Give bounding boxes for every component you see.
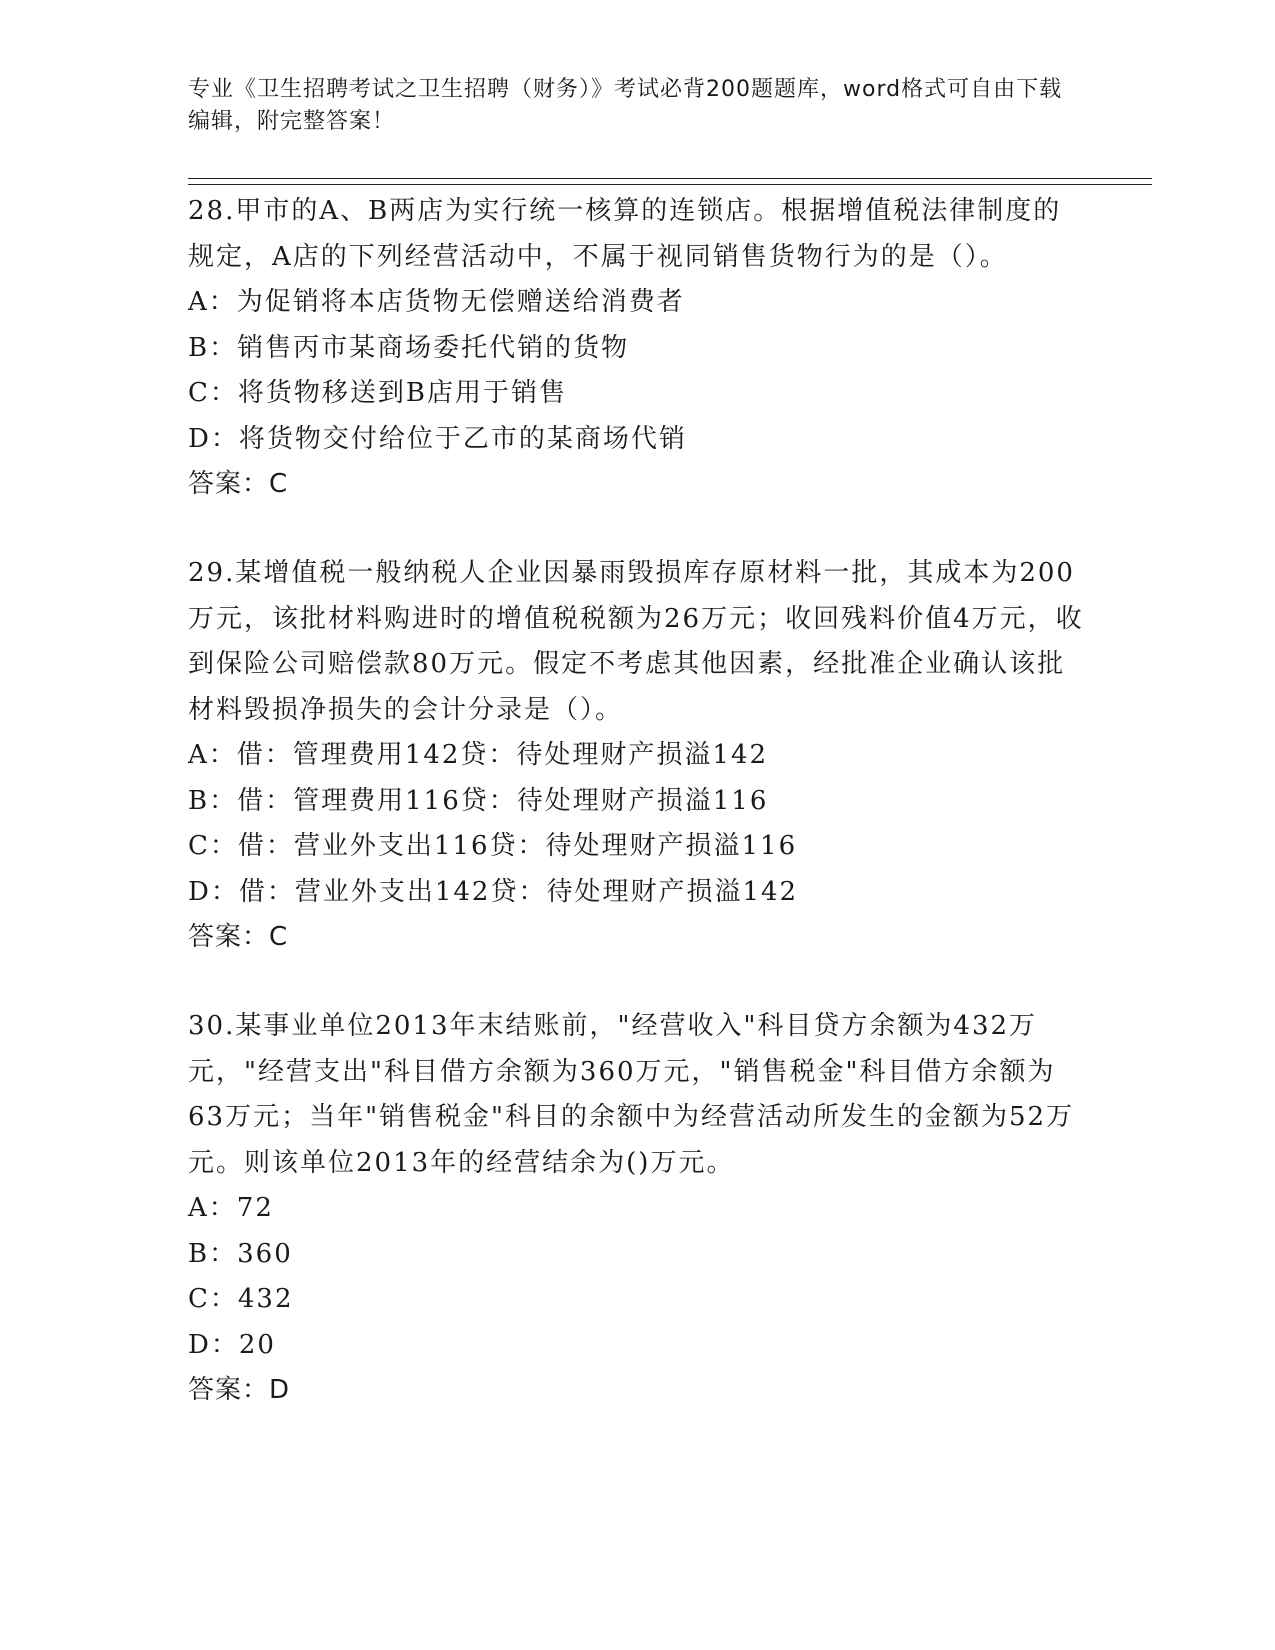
header-divider-bottom: [188, 184, 1152, 185]
question-stem: 30.某事业单位2013年末结账前，"经营收入"科目贷方余额为432万元，"经营支出"科目借方余额为360万元，"销售税金"科目借方余额为63万元；当年"销售税金"科目的余额中为经营活动所发生的金额为52万元。则该单位2013年的经营结余为()万元。: [188, 1011, 1075, 1178]
option-a: A：72: [188, 1193, 274, 1223]
option-d: D：将货物交付给位于乙市的某商场代销: [188, 423, 687, 454]
question-stem: 29.某增值税一般纳税人企业因暴雨毁损库存原材料一批，其成本为200万元，该批材料购进时的增值税税额为26万元；收回残料价值4万元，收到保险公司赔偿款80万元。假定不考虑其他因素，经批准企业确认该批材料毁损净损失的会计分录是（）。: [188, 558, 1084, 725]
answer-line: 答案：C: [188, 469, 289, 499]
option-a: A：借：管理费用142贷：待处理财产损溢142: [188, 740, 769, 770]
question-30: [188, 1004, 1088, 1414]
document-header: 专业《卫生招聘考试之卫生招聘（财务）》考试必背200题题库，word格式可自由下载编辑，附完整答案！: [188, 77, 1063, 134]
option-b: B：销售丙市某商场委托代销的货物: [188, 332, 630, 363]
option-b: B：借：管理费用116贷：待处理财产损溢116: [188, 785, 769, 816]
question-stem: 28.甲市的A、B两店为实行统一核算的连锁店。根据增值税法律制度的规定，A店的下列经营活动中，不属于视同销售货物行为的是（）。: [188, 196, 1062, 272]
option-d: D：20: [188, 1329, 276, 1360]
option-c: C：借：营业外支出116贷：待处理财产损溢116: [188, 831, 798, 861]
question-29: [188, 551, 1088, 961]
option-d: D：借：营业外支出142贷：待处理财产损溢142: [188, 876, 799, 907]
header-divider-top: [188, 178, 1152, 179]
question-28: [188, 189, 1088, 508]
answer-line: 答案：D: [188, 1375, 291, 1405]
answer-line: 答案：C: [188, 922, 289, 952]
option-c: C：432: [188, 1284, 294, 1314]
option-b: B：360: [188, 1238, 293, 1269]
option-c: C：将货物移送到B店用于销售: [188, 378, 568, 408]
option-a: A：为促销将本店货物无偿赠送给消费者: [188, 287, 685, 317]
